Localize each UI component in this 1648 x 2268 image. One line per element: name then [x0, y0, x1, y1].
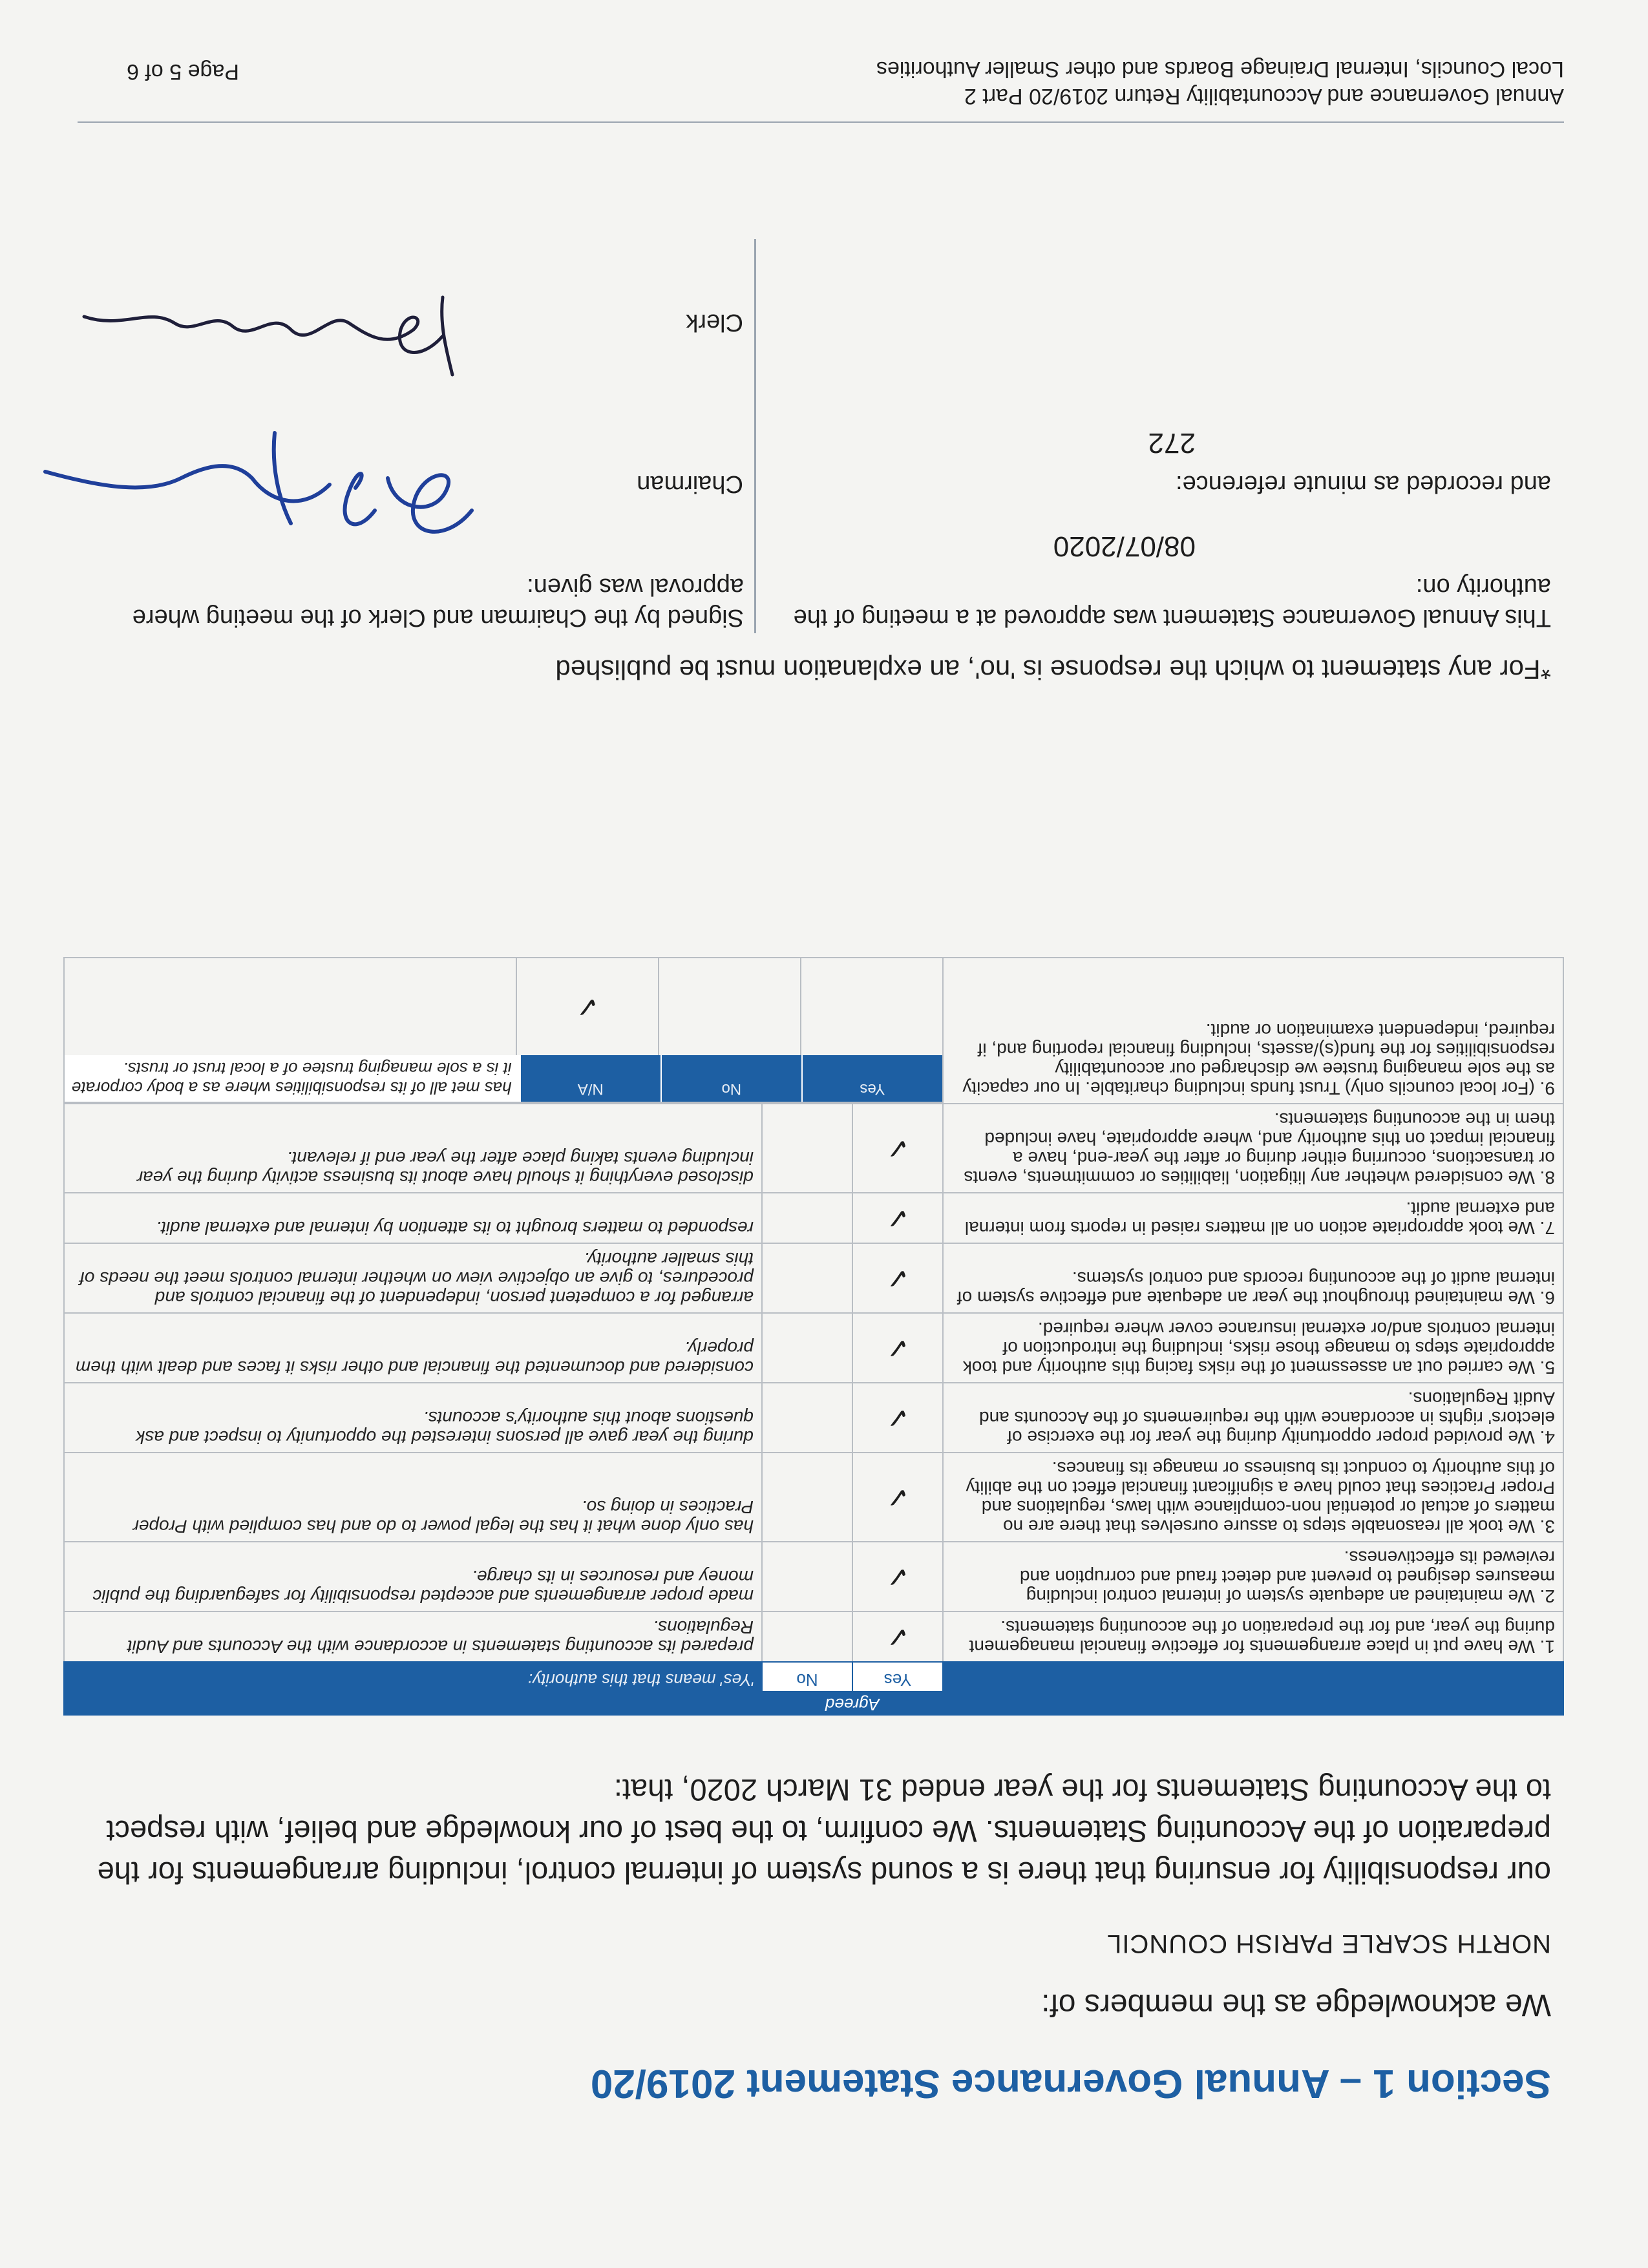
yes-tick: ✓ — [852, 1243, 943, 1313]
table-row — [64, 1193, 1563, 1243]
yes-tick: ✓ — [852, 1383, 943, 1453]
signed-text: Signed by the Chairman and Clerk of the meeting where approval was given: — [98, 239, 756, 633]
footnote: *For any statement to which the response is 'no', an explanation must be published — [555, 655, 1551, 685]
table-row — [64, 1313, 1563, 1383]
footer-divider — [78, 121, 1564, 123]
meaning-cell: responded to matters brought to its attention by internal and external audit. — [64, 1193, 762, 1243]
table-row — [64, 1383, 1563, 1453]
governance-table — [63, 957, 1564, 1716]
approval-date: 08/07/2020 — [1053, 530, 1196, 562]
statement-cell: 5. We carried out an assessment of the risks facing this authority and took appropriate steps to manage those risks, including the introduction of internal controls and/or external insurance cover where required. — [943, 1313, 1563, 1383]
meaning-cell: disclosed everything it should have about its business activity during the year including events taking place after the year end if relevant. — [64, 1104, 762, 1193]
meaning-cell: during the year gave all persons interested the opportunity to inspect and ask questions about this authority's accounts. — [64, 1383, 762, 1453]
meaning-column-header: 'Yes' means that this authority: — [64, 1662, 762, 1692]
row9-answer-area — [64, 958, 943, 1104]
approval-text: This Annual Governance Statement was approved at a meeting of the authority on: — [793, 573, 1551, 631]
row9-yes-tick — [800, 958, 942, 1055]
statement-cell: 1. We have put in place arrangements for effective financial management during the year, and for the preparation of the accounting statements. — [943, 1612, 1563, 1662]
footer-line-1: Annual Governance and Accountability Return 2019/20 Part 2 — [964, 84, 1564, 109]
no-tick — [762, 1612, 852, 1662]
chairman-signature — [32, 420, 485, 549]
statement-cell: 2. We maintained an adequate system of internal control including measures designed to prevent and detect fraud and corruption and reviewed its effectiveness. — [943, 1542, 1563, 1612]
council-name: NORTH SCARLE PARISH COUNCIL — [1106, 1929, 1551, 1958]
statement-cell: 4. We provided proper opportunity during the year for the exercise of electors' rights in accordance with the requirements of the Accounts and Audit Regulations. — [943, 1383, 1563, 1453]
meaning-cell: prepared its accounting statements in accordance with the Accounts and Audit Regulations. — [64, 1612, 762, 1662]
table-row-9 — [64, 958, 1563, 1104]
row9-na-header: N/A — [520, 1055, 660, 1102]
meaning-cell: made proper arrangements and accepted responsibility for safeguarding the public money and resources in its charge. — [64, 1542, 762, 1612]
yes-tick: ✓ — [852, 1612, 943, 1662]
intro-paragraph: our responsibility for ensuring that there is a sound system of internal control, including arrangements for the preparation of the Accounting Statements. We confirm, to the best of our knowledge and belief, with respect to the Accounting Statements for the year ended 31 March 2020, that: — [97, 1773, 1551, 1890]
yes-tick: ✓ — [852, 1193, 943, 1243]
row9-meaning: has met all of its responsibilities where as a body corporate it is a sole managing trustee of a local trust or trusts. — [65, 1055, 520, 1102]
table-row — [64, 1453, 1563, 1542]
minute-label: and recorded as minute reference: — [1176, 470, 1551, 498]
meaning-cell: arranged for a competent person, independent of the financial controls and procedures, to give an objective view on whether internal controls meet the needs of this smaller authority. — [64, 1243, 762, 1313]
acknowledge-text: We acknowledge as the members of: — [1041, 1988, 1551, 2022]
yes-tick: ✓ — [852, 1453, 943, 1542]
row9-no-header: No — [660, 1055, 801, 1102]
section-title: Section 1 – Annual Governance Statement 2019/20 — [590, 2061, 1551, 2106]
table-row — [64, 1542, 1563, 1612]
statement-cell: 6. We maintained throughout the year an adequate and effective system of internal audit of the accounting records and control systems. — [943, 1243, 1563, 1313]
yes-tick: ✓ — [852, 1104, 943, 1193]
no-tick — [762, 1313, 852, 1383]
row9-na-tick: ✓ — [516, 958, 658, 1055]
statement-cell: 9. (For local councils only) Trust funds including charitable. In our capacity as the sole managing trustee we discharged our accountability responsibilities for the fund(s)/assets, including financial reporting and, if required, independent examination or audit. — [943, 958, 1563, 1104]
clerk-label: Clerk — [686, 309, 743, 336]
table-row — [64, 1104, 1563, 1193]
table-row — [64, 1612, 1563, 1662]
row9-values — [65, 958, 942, 1055]
table-column-headers — [64, 1662, 1563, 1692]
no-column-header: No — [762, 1662, 852, 1692]
no-tick — [762, 1243, 852, 1313]
no-tick — [762, 1453, 852, 1542]
statement-cell: 7. We took appropriate action on all matters raised in reports from internal and external audit. — [943, 1193, 1563, 1243]
footer-line-2: Local Councils, Internal Drainage Boards and other Smaller Authorities — [876, 57, 1564, 81]
statement-cell: 8. We considered whether any litigation, liabilities or commitments, events or transactions, occurring either during or after the year-end, have a financial impact on this authority and, where appropriate, have included them in the accounting statements. — [943, 1104, 1563, 1193]
chairman-label: Chairman — [637, 470, 743, 498]
footer-return-title — [876, 56, 1564, 110]
yes-tick: ✓ — [852, 1313, 943, 1383]
meaning-cell: considered and documented the financial and other risks it faces and dealt with them properly. — [64, 1313, 762, 1383]
no-tick — [762, 1193, 852, 1243]
no-tick — [762, 1542, 852, 1612]
row9-no-tick — [658, 958, 800, 1055]
clerk-signature — [58, 291, 472, 388]
minute-reference: 272 — [1148, 427, 1196, 459]
statement-cell: 3. We took all reasonable steps to assure ourselves that there are no matters of actual or potential non-compliance with laws, regulations and Proper Practices that could have a significant financial effect on the ability of this authority to conduct its business or manage its finances. — [943, 1453, 1563, 1542]
yes-tick: ✓ — [852, 1542, 943, 1612]
agreed-header: Agreed — [762, 1692, 943, 1715]
meaning-cell: has only done what it has the legal power to do and has complied with Proper Practices in doing so. — [64, 1453, 762, 1542]
row9-yes-header: Yes — [801, 1055, 942, 1102]
row9-column-headers — [65, 1055, 942, 1103]
page-number: Page 5 of 6 — [127, 59, 239, 84]
table-header-band — [64, 1692, 1563, 1715]
no-tick — [762, 1104, 852, 1193]
yes-column-header: Yes — [852, 1662, 943, 1692]
governance-rows — [64, 958, 1563, 1662]
no-tick — [762, 1383, 852, 1453]
table-row — [64, 1243, 1563, 1313]
